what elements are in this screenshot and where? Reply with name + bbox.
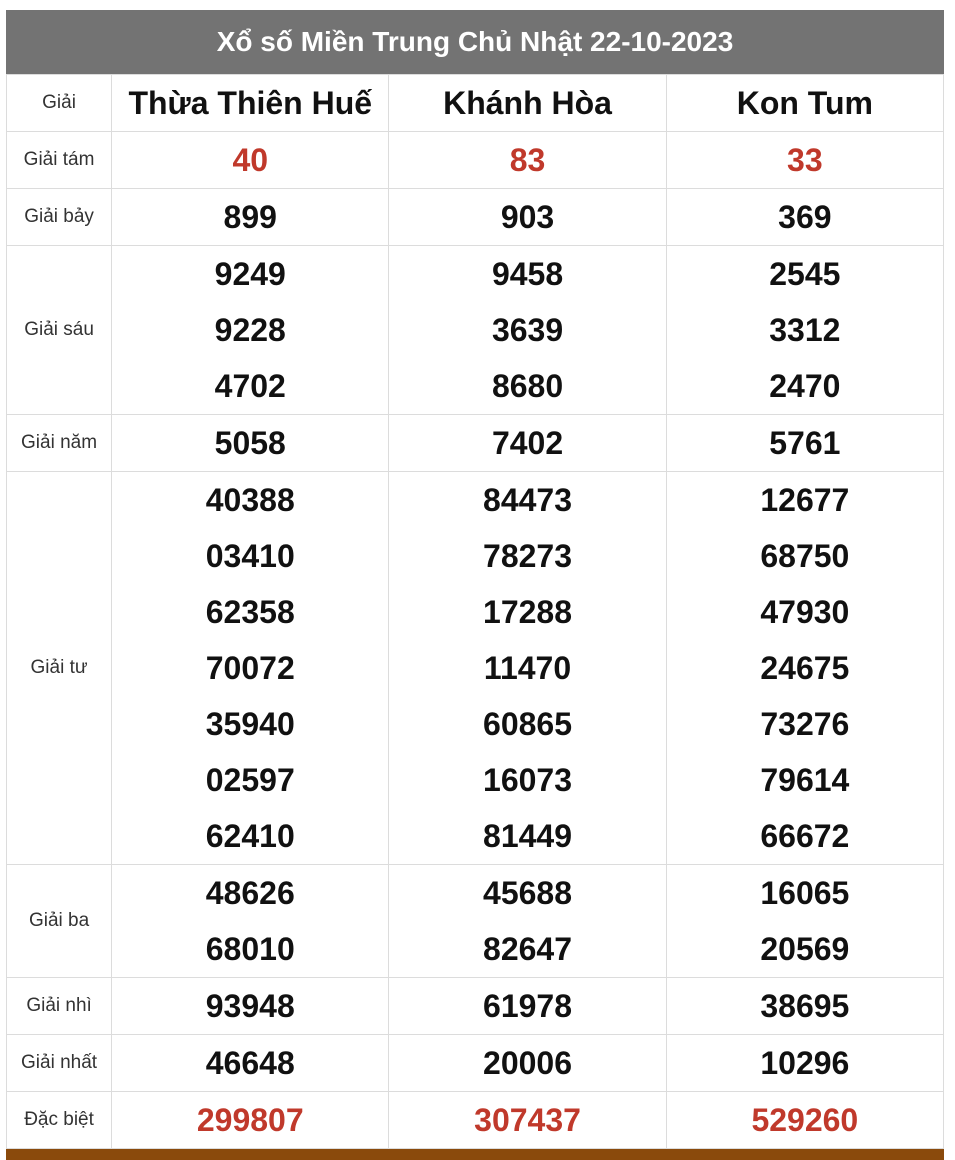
prize-number: 62410: [205, 818, 295, 854]
results-panel: [6, 10, 944, 1149]
prize-number: 2470: [769, 368, 841, 404]
prize-number: 40388: [205, 482, 295, 518]
prize-cell: [112, 865, 389, 978]
prize-number: 9458: [491, 256, 564, 292]
prize-cell: [666, 189, 943, 246]
prize-number: 03410: [205, 538, 295, 574]
prize-cell: [389, 132, 666, 189]
prize-number: 8680: [491, 368, 564, 404]
prize-number: 5761: [769, 425, 841, 461]
prize-cell: [389, 978, 666, 1035]
prize-cell: [666, 415, 943, 472]
prize-cell: [389, 415, 666, 472]
prize-number: 81449: [483, 818, 573, 854]
prize-number: 20569: [760, 931, 850, 967]
prize-label: Giải bảy: [7, 189, 112, 246]
prize-row: [7, 189, 944, 246]
page-title: Xổ số Miền Trung Chủ Nhật 22-10-2023: [6, 10, 944, 74]
prize-number: 9228: [214, 312, 286, 348]
prize-cell: [389, 1035, 666, 1092]
prize-number: 11470: [483, 650, 572, 686]
prize-row: [7, 865, 944, 978]
prize-cell: [112, 415, 389, 472]
prize-number: 3312: [769, 312, 841, 348]
prize-row: [7, 978, 944, 1035]
prize-cell: [666, 1092, 943, 1149]
prize-number: 38695: [760, 988, 850, 1024]
prize-row: [7, 132, 944, 189]
prize-label: Đặc biệt: [7, 1092, 112, 1149]
prize-cell: [112, 1035, 389, 1092]
prize-cell: [389, 472, 666, 865]
prize-cell: [112, 132, 389, 189]
prize-number: 20006: [483, 1045, 573, 1081]
prize-cell: [389, 865, 666, 978]
prize-cell: [112, 978, 389, 1035]
prize-label: Giải nhì: [7, 978, 112, 1035]
prize-number: 47930: [760, 594, 850, 630]
prize-number: 46648: [205, 1045, 295, 1081]
prize-number: 529260: [751, 1102, 859, 1138]
prize-cell: [389, 246, 666, 415]
prize-number: 68750: [760, 538, 850, 574]
prize-number: 93948: [205, 988, 295, 1024]
prize-cell: [666, 865, 943, 978]
prize-number: 24675: [760, 650, 850, 686]
prize-number: 12677: [760, 482, 850, 518]
prize-label: Giải ba: [7, 865, 112, 978]
prize-number: 61978: [483, 988, 573, 1024]
prize-number: 73276: [760, 706, 850, 742]
prize-number: 40: [232, 142, 269, 178]
prize-number: 62358: [205, 594, 295, 630]
prize-cell: [666, 1035, 943, 1092]
prize-number: 2545: [769, 256, 841, 292]
province-name: Thừa Thiên Huế: [112, 75, 389, 132]
prize-number: 35940: [205, 706, 295, 742]
prize-row: [7, 1092, 944, 1149]
prize-number: 70072: [205, 650, 295, 686]
prize-column-header: Giải: [7, 75, 112, 132]
province-name: Khánh Hòa: [389, 75, 666, 132]
prize-cell: [666, 472, 943, 865]
prize-cell: [666, 132, 943, 189]
prize-number: 16065: [760, 875, 850, 911]
prize-number: 82647: [483, 931, 573, 967]
prize-number: 369: [778, 199, 832, 235]
province-header-row: [7, 75, 944, 132]
results-table: [6, 74, 944, 1149]
prize-number: 307437: [474, 1102, 581, 1138]
prize-row: [7, 1035, 944, 1092]
prize-cell: [112, 246, 389, 415]
prize-cell: [112, 189, 389, 246]
province-name: Kon Tum: [666, 75, 943, 132]
prize-label: Giải sáu: [7, 246, 112, 415]
prize-number: 83: [509, 142, 546, 178]
prize-number: 33: [787, 142, 823, 178]
prize-number: 299807: [196, 1102, 304, 1138]
prize-number: 45688: [483, 875, 573, 911]
prize-cell: [389, 189, 666, 246]
prize-number: 60865: [483, 706, 573, 742]
prize-row: [7, 246, 944, 415]
prize-row: [7, 472, 944, 865]
prize-label: Giải năm: [7, 415, 112, 472]
prize-row: [7, 415, 944, 472]
prize-number: 903: [500, 199, 555, 235]
prize-number: 84473: [483, 482, 573, 518]
prize-number: 17288: [483, 594, 573, 630]
prize-number: 16073: [483, 762, 573, 798]
prize-number: 66672: [760, 818, 850, 854]
prize-number: 02597: [205, 762, 295, 798]
prize-cell: [666, 978, 943, 1035]
prize-number: 48626: [205, 875, 295, 911]
prize-number: 78273: [483, 538, 573, 574]
prize-number: 3639: [491, 312, 564, 348]
prize-cell: [389, 1092, 666, 1149]
prize-cell: [112, 1092, 389, 1149]
prize-cell: [112, 472, 389, 865]
prize-number: 10296: [760, 1045, 850, 1081]
bottom-accent-bar: [6, 1149, 944, 1160]
prize-number: 899: [223, 199, 277, 235]
prize-number: 5058: [214, 425, 286, 461]
prize-label: Giải nhất: [7, 1035, 112, 1092]
prize-number: 79614: [760, 762, 850, 798]
prize-label: Giải tư: [7, 472, 112, 865]
prize-number: 7402: [491, 425, 564, 461]
prize-number: 4702: [214, 368, 286, 404]
prize-cell: [666, 246, 943, 415]
prize-label: Giải tám: [7, 132, 112, 189]
prize-number: 68010: [205, 931, 295, 967]
prize-number: 9249: [214, 256, 286, 292]
